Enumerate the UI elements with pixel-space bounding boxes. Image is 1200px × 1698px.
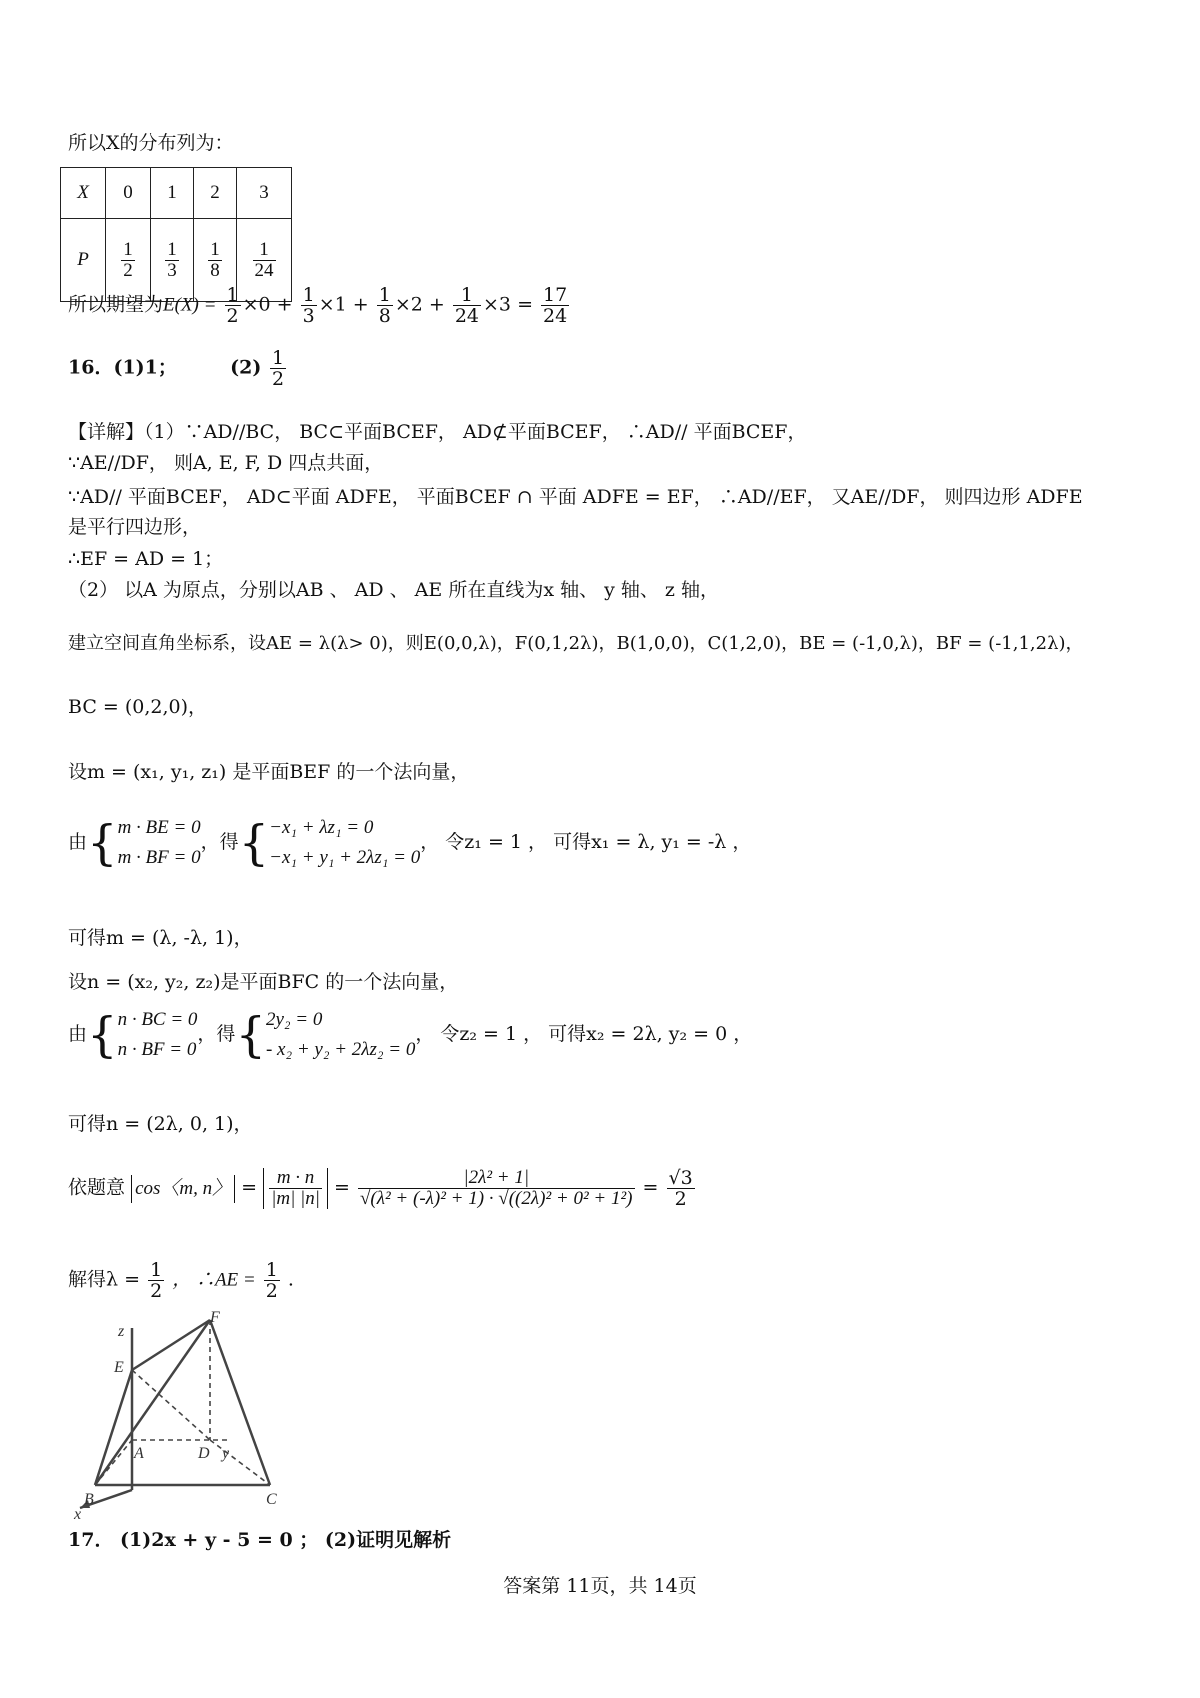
x-value-1: 1 bbox=[151, 168, 194, 219]
solution-line-9: 设m = (x₁, y₁, z₁) 是平面BEF 的一个法向量， bbox=[68, 761, 470, 783]
solution-line-1: 【详解】（1）∵AD//BC， BC⊂平面BCEF， AD⊄平面BCEF， ∴AD// 平面BCEF， bbox=[68, 421, 807, 443]
solve-line: 解得λ = $\frac{1}{2}$ ， ∴AE = $\frac{1}{2}$ . bbox=[68, 1259, 294, 1302]
system-1: 由{ m · BE = 0 m · BF = 0 ，得{ −x₁ + λz₁ = 0 −x₁ + y₁ + 2λz₁ = 0 ， 令z₁ = 1 ， 可得x₁ = λ, y₁ = -λ ， bbox=[68, 815, 752, 871]
label-b: B bbox=[84, 1491, 94, 1508]
x-label: X bbox=[61, 168, 106, 219]
edge-ed bbox=[132, 1370, 210, 1440]
p-label: P bbox=[61, 219, 106, 302]
edge-bf bbox=[95, 1320, 210, 1485]
label-d: D bbox=[198, 1445, 210, 1462]
p-value-3: $\frac{1}{24}$ bbox=[237, 219, 292, 302]
solution-line-11: 设n = (x₂, y₂, z₂)是平面BFC 的一个法向量， bbox=[68, 971, 459, 993]
geometry-figure bbox=[70, 1310, 290, 1520]
p-value-0: $\frac{1}{2}$ bbox=[106, 219, 151, 302]
distribution-table bbox=[60, 167, 292, 302]
x-value-3: 3 bbox=[237, 168, 292, 219]
label-f: F bbox=[210, 1310, 220, 1326]
solution-line-6: （2） 以A 为原点，分别以AB 、 AD 、 AE 所在直线为x 轴、 y 轴、 z 轴， bbox=[68, 579, 719, 601]
solution-line-12: 可得n = (2λ, 0, 1)， bbox=[68, 1113, 253, 1135]
q17-answer: 17． (1)2x + y - 5 = 0 ； (2)证明见解析 bbox=[68, 1529, 452, 1551]
edge-be bbox=[95, 1370, 132, 1485]
table-row-x bbox=[61, 168, 292, 219]
intro-text: 所以X的分布列为： bbox=[68, 132, 234, 154]
label-x: x bbox=[74, 1506, 82, 1520]
cosine-equation: 依题意 cos〈m, n〉 = $\frac{m \cdot n}{|m| |n|}$ = $\frac{\text{|2λ² + 1|}}{\text{√(λ² + (-λ)² + 1) · √((2λ)² + 0² + 1²)}}$ = $\frac{√3}{2}$ bbox=[68, 1167, 693, 1210]
solution-line-8: BC = (0,2,0)， bbox=[68, 696, 208, 718]
solution-line-2: ∵AE//DF， 则A, E, F, D 四点共面， bbox=[68, 452, 384, 474]
p-value-2: $\frac{1}{8}$ bbox=[194, 219, 237, 302]
solution-line-7: 建立空间直角坐标系，设AE = λ(λ> 0)，则E(0,0,λ)，F(0,1,2λ)，B(1,0,0)，C(1,2,0)，BE = (-1,0,λ)，BF = (-1,1,2λ)， bbox=[68, 633, 1084, 654]
solution-line-10: 可得m = (λ, -λ, 1)， bbox=[68, 927, 253, 949]
page-footer: 答案第 11页，共 14页 bbox=[503, 1575, 697, 1597]
label-a: A bbox=[134, 1445, 144, 1462]
label-c: C bbox=[266, 1491, 277, 1508]
x-value-2: 2 bbox=[194, 168, 237, 219]
solution-line-5: ∴EF = AD = 1； bbox=[68, 548, 224, 570]
x-value-0: 0 bbox=[106, 168, 151, 219]
system-2: 由{ n · BC = 0 n · BF = 0 ，得{ 2y₂ = 0 - x₂ + y₂ + 2λz₂ = 0 ， 令z₂ = 1 ， 可得x₂ = 2λ, y₂ = 0 ， bbox=[68, 1007, 753, 1063]
label-z: z bbox=[118, 1323, 125, 1340]
edge-ef bbox=[132, 1320, 210, 1370]
solution-line-4: 是平行四边形， bbox=[68, 516, 202, 538]
label-y: y bbox=[222, 1445, 230, 1462]
label-e: E bbox=[114, 1359, 124, 1376]
solution-line-3: ∵AD// 平面BCEF， AD⊂平面 ADFE， 平面BCEF ∩ 平面 ADFE = EF， ∴AD//EF， 又AE//DF， 则四边形 ADFE bbox=[68, 486, 1083, 508]
q16-answer: 16．(1)1； (2) $\frac{1}{2}$ bbox=[68, 347, 285, 390]
edge-fc bbox=[210, 1320, 270, 1485]
p-value-1: $\frac{1}{3}$ bbox=[151, 219, 194, 302]
expectation-line: 所以期望为E(X) = $\frac{1}{2}$ ×0 + $\frac{1}{3}$ ×1 + $\frac{1}{8}$ ×2 + $\frac{1}{24}$ ×3 = $\frac{17}{24}$ bbox=[68, 284, 568, 327]
